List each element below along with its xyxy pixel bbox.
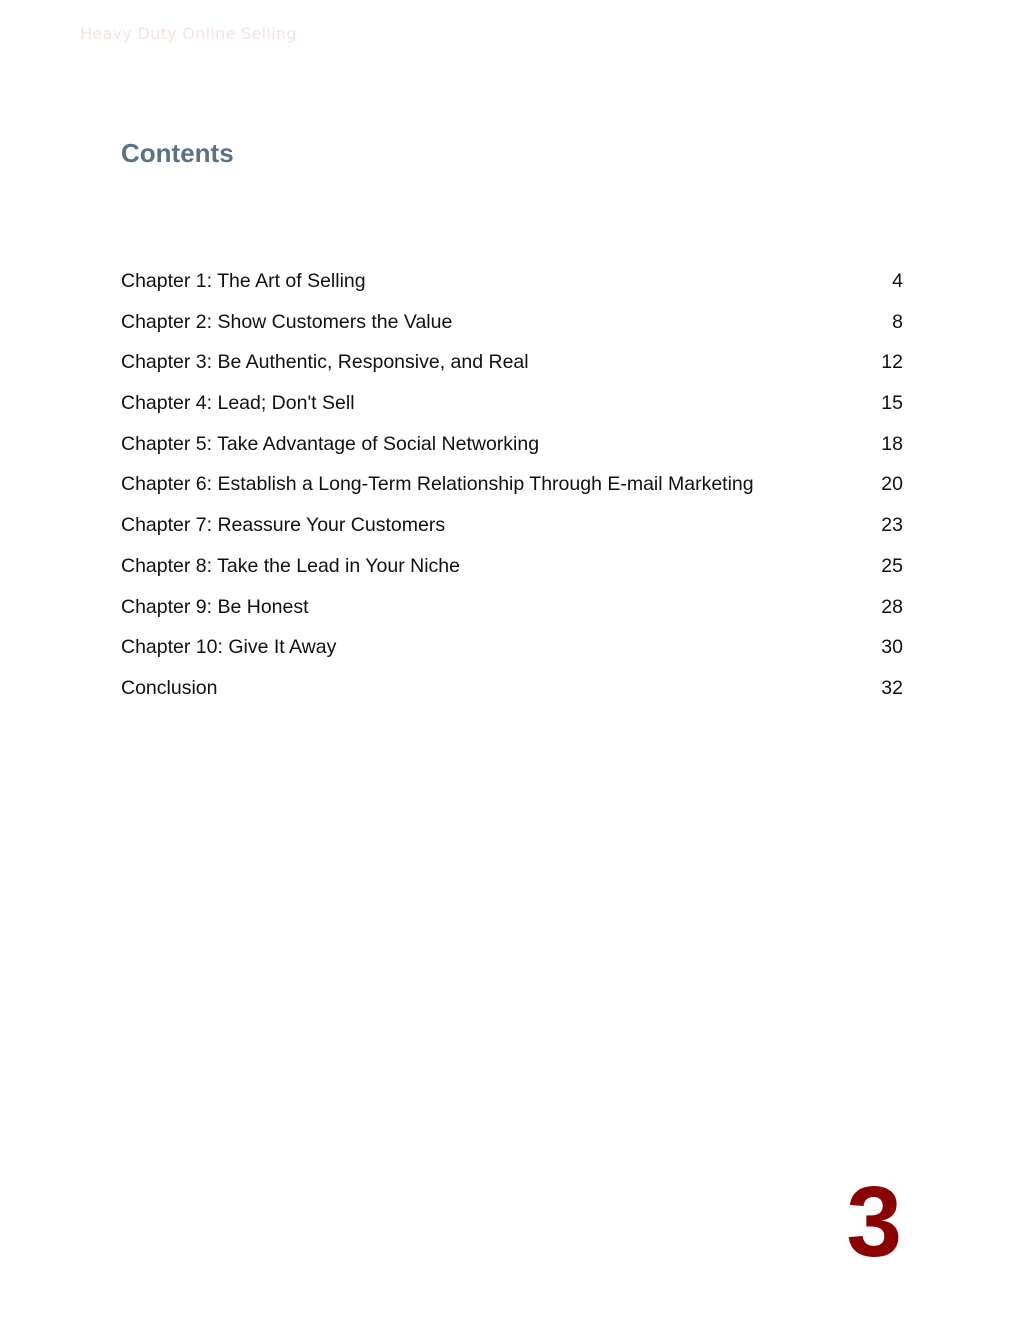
toc-entry-page: 8 <box>892 310 903 333</box>
toc-entry-conclusion[interactable] <box>121 677 903 718</box>
toc-entry-page: 15 <box>881 392 903 415</box>
toc-entry-page: 25 <box>881 554 903 577</box>
toc-entry-chapter-7[interactable] <box>121 514 903 555</box>
running-header: Heavy Duty Online Selling <box>80 24 297 43</box>
toc-entry-chapter-2[interactable] <box>121 311 903 352</box>
toc-entry-title: Chapter 2: Show Customers the Value <box>121 310 453 333</box>
toc-entry-title: Chapter 10: Give It Away <box>121 636 337 659</box>
table-of-contents <box>121 270 903 718</box>
toc-entry-page: 28 <box>881 595 903 618</box>
toc-entry-page: 23 <box>881 514 903 537</box>
toc-entry-page: 30 <box>881 636 903 659</box>
toc-entry-page: 18 <box>881 432 903 455</box>
toc-entry-title: Chapter 9: Be Honest <box>121 595 309 618</box>
toc-entry-chapter-9[interactable] <box>121 596 903 637</box>
toc-entry-title: Chapter 3: Be Authentic, Responsive, and Real <box>121 351 529 374</box>
toc-entry-title: Chapter 5: Take Advantage of Social Networking <box>121 432 540 455</box>
toc-entry-title: Chapter 8: Take the Lead in Your Niche <box>121 554 460 577</box>
toc-entry-title: Chapter 6: Establish a Long-Term Relationship Through E-mail Marketing <box>121 473 754 496</box>
toc-entry-page: 12 <box>881 351 903 374</box>
toc-entry-title: Chapter 1: The Art of Selling <box>121 270 366 292</box>
toc-entry-title: Chapter 4: Lead; Don't Sell <box>121 392 355 415</box>
toc-entry-chapter-4[interactable] <box>121 392 903 433</box>
toc-entry-title: Conclusion <box>121 676 218 699</box>
toc-entry-page: 32 <box>881 676 903 699</box>
toc-entry-page: 4 <box>892 270 903 292</box>
toc-entry-chapter-1[interactable] <box>121 270 903 311</box>
toc-entry-chapter-10[interactable] <box>121 636 903 677</box>
toc-entry-chapter-6[interactable] <box>121 473 903 514</box>
toc-entry-page: 20 <box>881 473 903 496</box>
page-number: 3 <box>846 1166 902 1278</box>
toc-entry-chapter-3[interactable] <box>121 351 903 392</box>
toc-entry-chapter-8[interactable] <box>121 555 903 596</box>
toc-entry-title: Chapter 7: Reassure Your Customers <box>121 514 446 537</box>
contents-title: Contents <box>121 138 234 168</box>
toc-entry-chapter-5[interactable] <box>121 433 903 474</box>
